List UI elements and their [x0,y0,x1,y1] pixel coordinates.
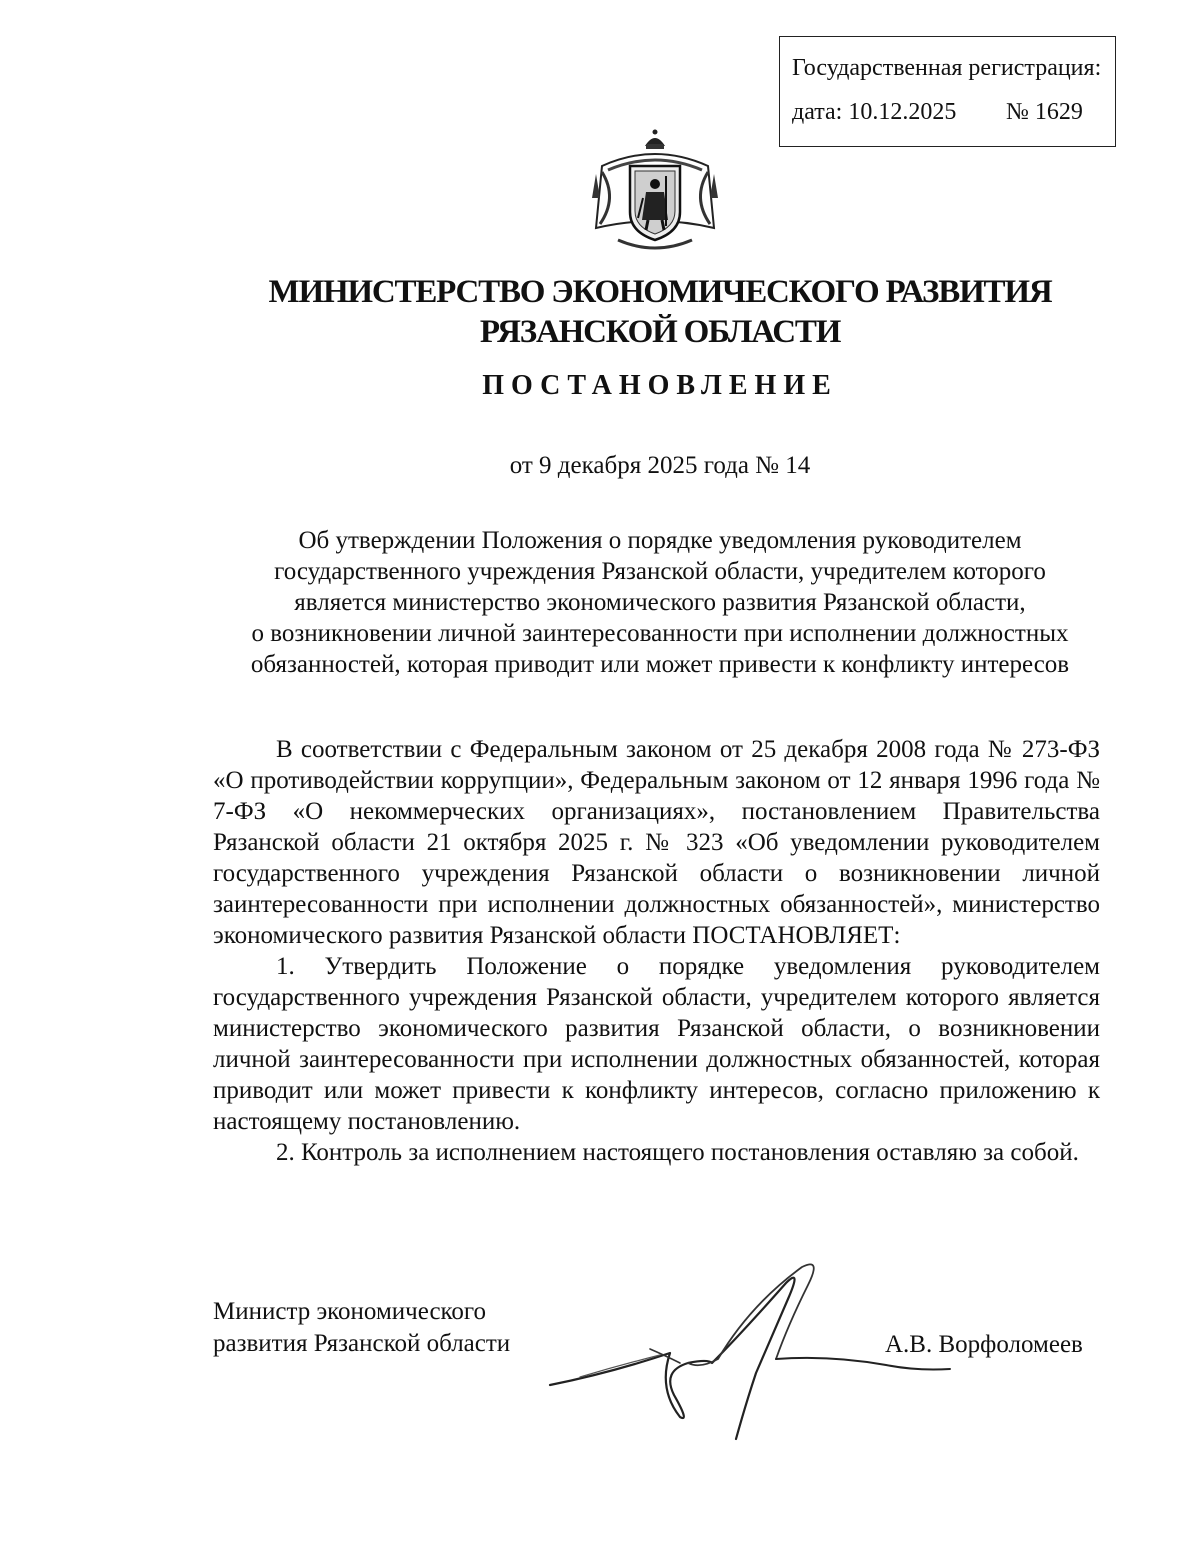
document-title [215,525,1105,680]
ministry-line: МИНИСТЕРСТВО ЭКОНОМИЧЕСКОГО РАЗВИТИЯ [268,274,1052,310]
registration-date: дата: 10.12.2025 [792,99,957,125]
position-line: развития Рязанской области [213,1330,511,1357]
body-paragraph: В соответствии с Федеральным законом от 25 декабря 2008 года № 273-ФЗ «О противодействии коррупции», Федеральным законом от 12 января 1996 года № 7-ФЗ «О некоммерческих организациях», постановлением Правительства Рязанской области 21 октября 2025 г. № 323 «Об уведомлении руководителем государственного учреждения Рязанской области о возникновении личной заинтересованности при исполнении должностных обязанностей», министерство экономического развития Рязанской области ПОСТАНОВЛЯЕТ: [213,736,1100,949]
document-body [213,734,1100,1168]
title-line: Об утверждении Положения о порядке уведомления руководителем [298,527,1022,554]
registration-title: Государственная регистрация: [792,55,1102,81]
signatory-name: А.В. Ворфоломеев [885,1331,1083,1358]
registration-stamp [779,36,1116,147]
position-line: Министр экономического [213,1298,487,1325]
title-line: обязанностей, которая приводит или может привести к конфликту интересов [250,651,1070,678]
title-line: о возникновении личной заинтересованности при исполнении должностных [251,620,1069,647]
registration-number: № 1629 [1006,99,1083,125]
body-paragraph: 1. Утвердить Положение о порядке уведомления руководителем государственного учреждения Рязанской области, учредителем которого является министерство экономического развития Рязанской области, о возникновении личной заинтересованности при исполнении должностных обязанностей, которая приводит или может привести к конфликту интересов, согласно приложению к настоящему постановлению. [213,953,1100,1135]
ministry-line: РЯЗАНСКОЙ ОБЛАСТИ [479,314,841,350]
signatory-position [213,1296,510,1360]
body-paragraph: 2. Контроль за исполнением настоящего постановления оставляю за собой. [276,1139,1079,1166]
ministry-name [220,272,1100,352]
document-type: ПОСТАНОВЛЕНИЕ [482,370,838,401]
document-date: от 9 декабря 2025 года № 14 [509,452,811,479]
title-line: является министерство экономического развития Рязанской области, [294,589,1026,616]
ryazan-coat-of-arms-icon [588,128,722,254]
title-line: государственного учреждения Рязанской области, учредителем которого [274,558,1046,585]
